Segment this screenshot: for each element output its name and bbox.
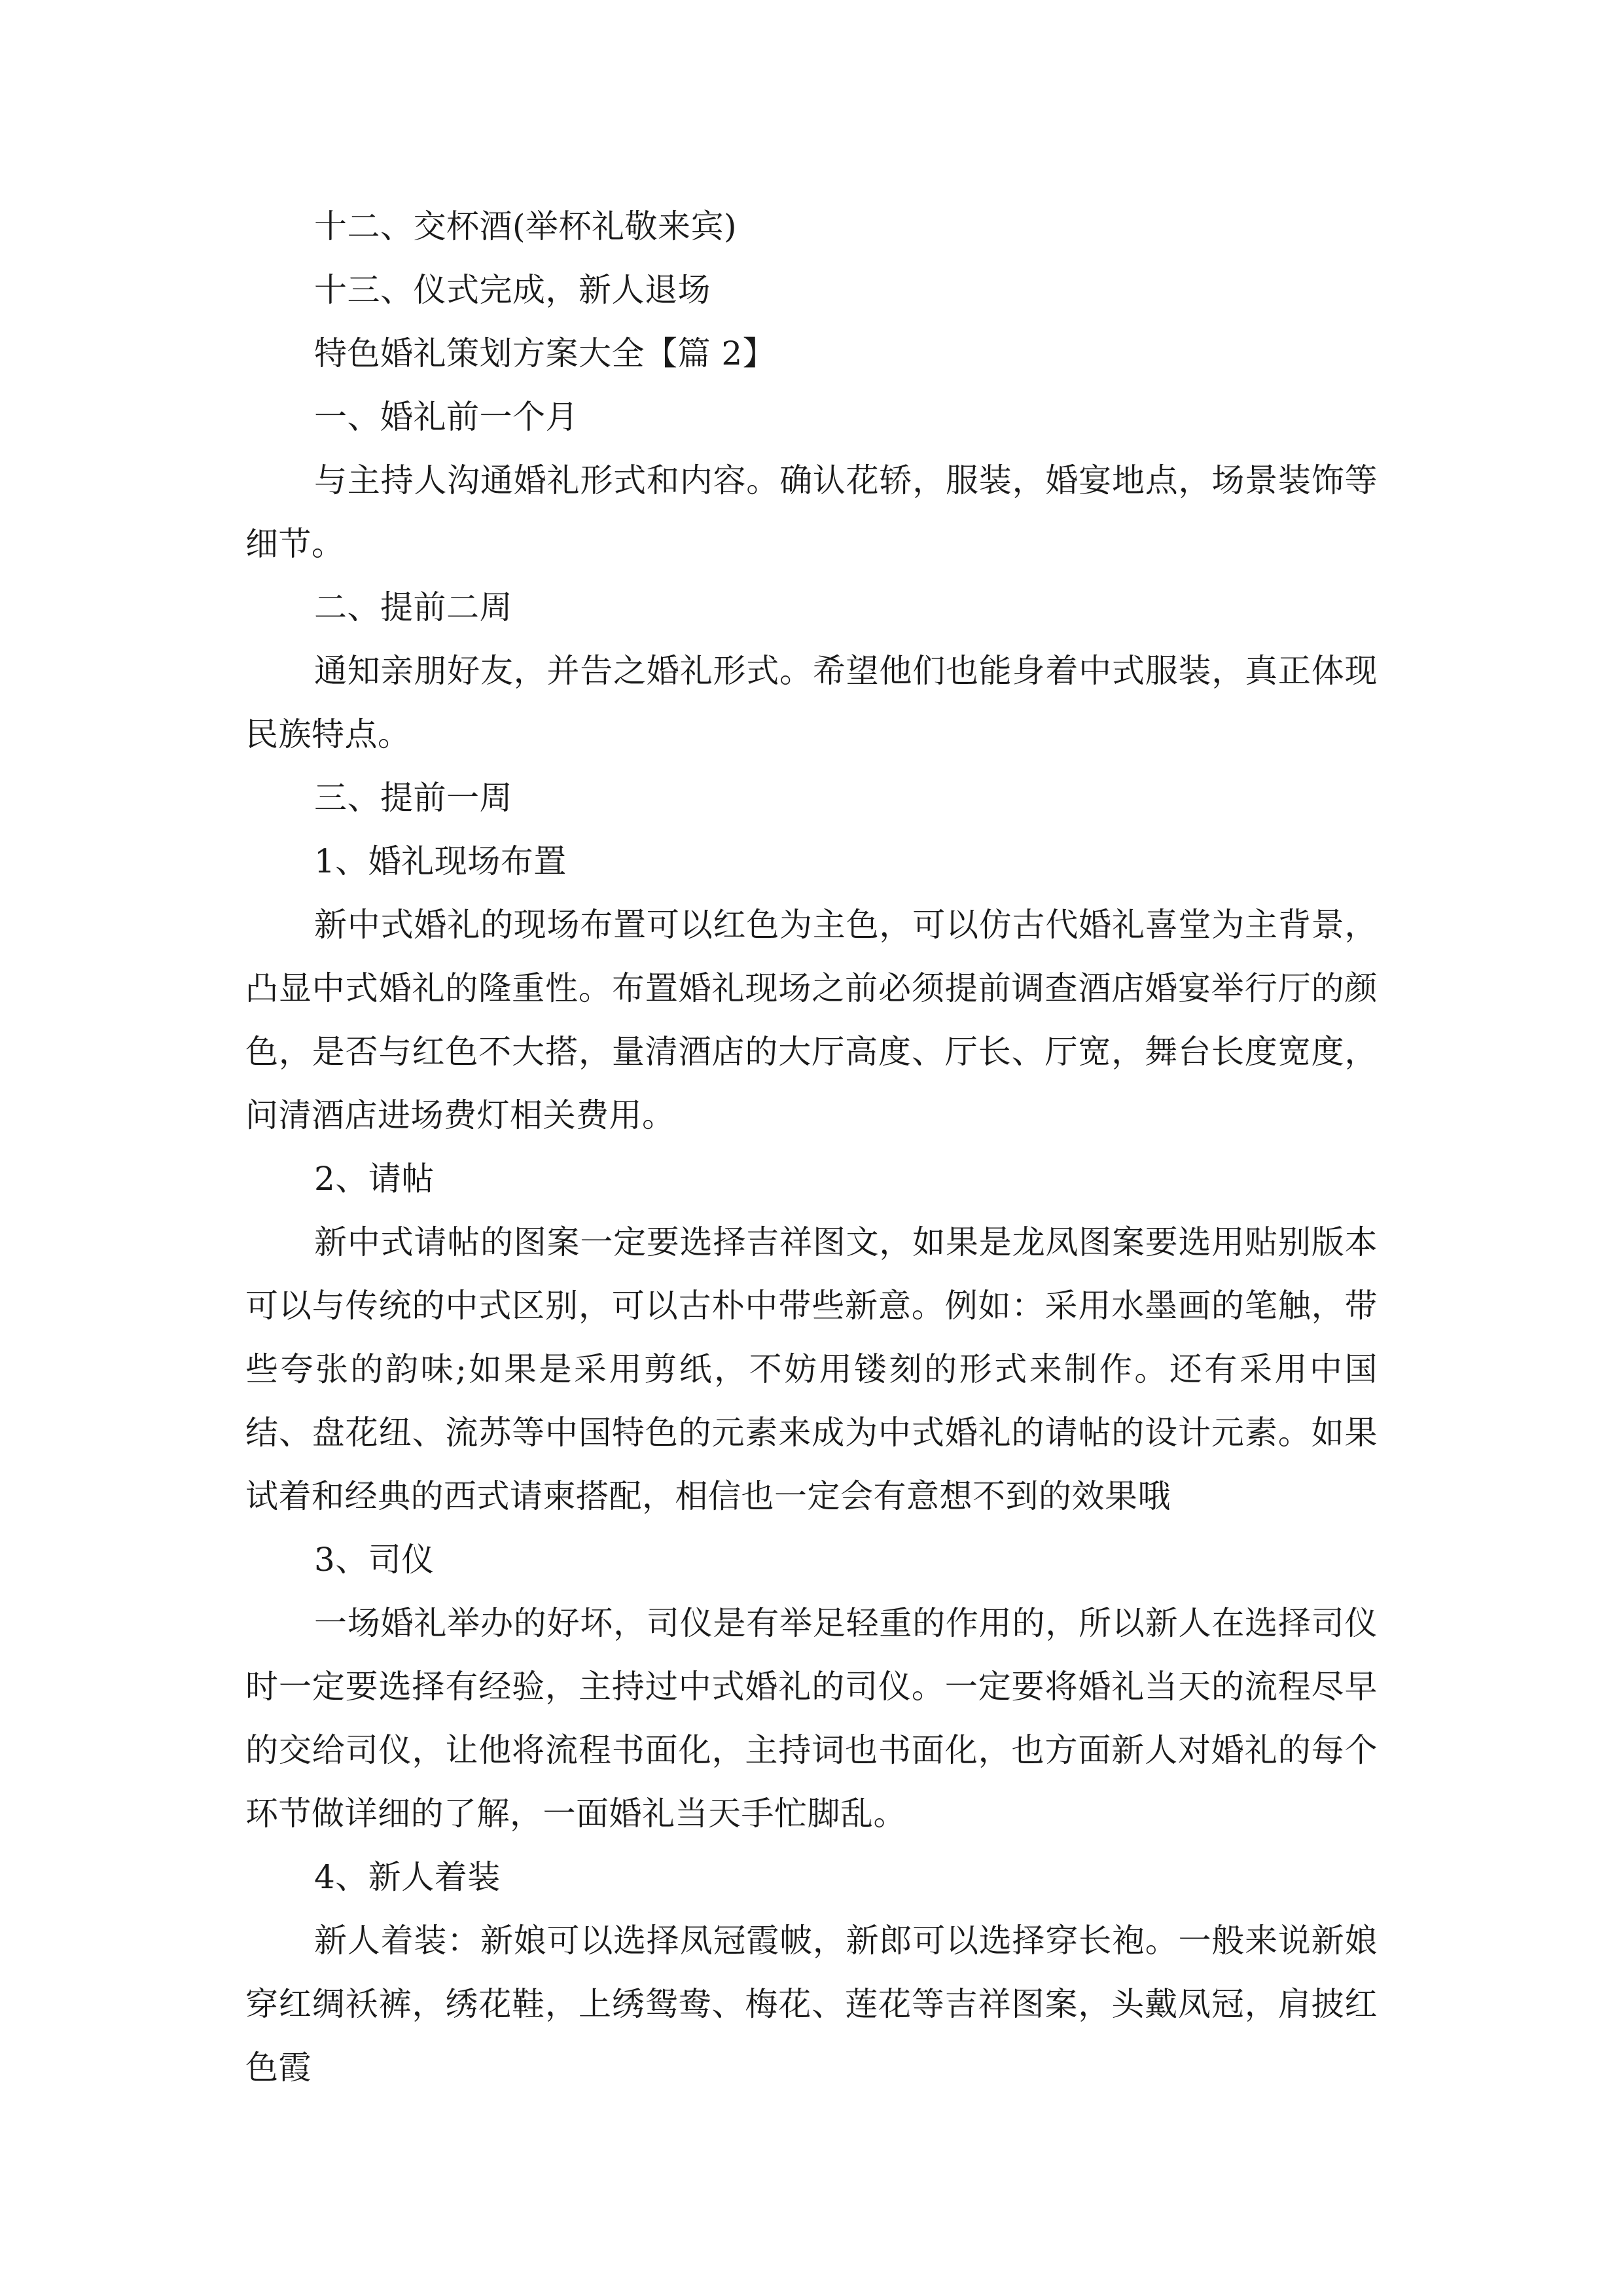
paragraph-one-month: 与主持人沟通婚礼形式和内容。确认花轿，服装，婚宴地点，场景装饰等细节。: [245, 461, 1378, 563]
section-title: 特色婚礼策划方案大全【篇 2】: [314, 334, 776, 372]
subheading-venue: 1、婚礼现场布置: [314, 842, 567, 880]
paragraph-host: 一场婚礼举办的好坏，司仪是有举足轻重的作用的，所以新人在选择司仪时一定要选择有经验，主持过中式婚礼的司仪。一定要将婚礼当天的流程尽早的交给司仪，让他将流程书面化，主持词也书面化，也方面新人对婚礼的每个环节做详细的了解，一面婚礼当天手忙脚乱。: [245, 1604, 1378, 1833]
paragraph-two-weeks: 通知亲朋好友，并告之婚礼形式。希望他们也能身着中式服装，真正体现民族特点。: [245, 652, 1378, 753]
heading-two-weeks: 二、提前二周: [314, 588, 512, 626]
subheading-invitation: 2、请帖: [314, 1160, 435, 1198]
paragraph-invitation: 新中式请帖的图案一定要选择吉祥图文，如果是龙凤图案要选用贴别版本可以与传统的中式区别，可以古朴中带些新意。例如：采用水墨画的笔触，带些夸张的韵味;如果是采用剪纸，不妨用镂刻的形式来制作。还有采用中国结、盘花纽、流苏等中国特色的元素来成为中式婚礼的请帖的设计元素。如果试着和经典的西式请柬搭配，相信也一定会有意想不到的效果哦: [245, 1223, 1378, 1515]
subheading-attire: 4、新人着装: [314, 1858, 501, 1896]
subheading-host: 3、司仪: [314, 1541, 435, 1579]
paragraph-attire: 新人着装：新娘可以选择凤冠霞帔，新郎可以选择穿长袍。一般来说新娘穿红绸袄裤，绣花鞋，上绣鸳鸯、梅花、莲花等吉祥图案，头戴凤冠，肩披红色霞: [245, 1922, 1378, 2087]
document-body: [245, 195, 1378, 2100]
paragraph-venue: 新中式婚礼的现场布置可以红色为主色，可以仿古代婚礼喜堂为主背景，凸显中式婚礼的隆重性。布置婚礼现场之前必须提前调查酒店婚宴举行厅的颜色，是否与红色不大搭，量清酒店的大厅高度、厅长、厅宽，舞台长度宽度，问清酒店进场费灯相关费用。: [245, 906, 1378, 1134]
paragraph-item-12: 十二、交杯酒(举杯礼敬来宾): [314, 207, 738, 245]
paragraph-item-13: 十三、仪式完成，新人退场: [314, 271, 711, 309]
heading-one-month: 一、婚礼前一个月: [314, 398, 579, 436]
heading-one-week: 三、提前一周: [314, 779, 512, 817]
